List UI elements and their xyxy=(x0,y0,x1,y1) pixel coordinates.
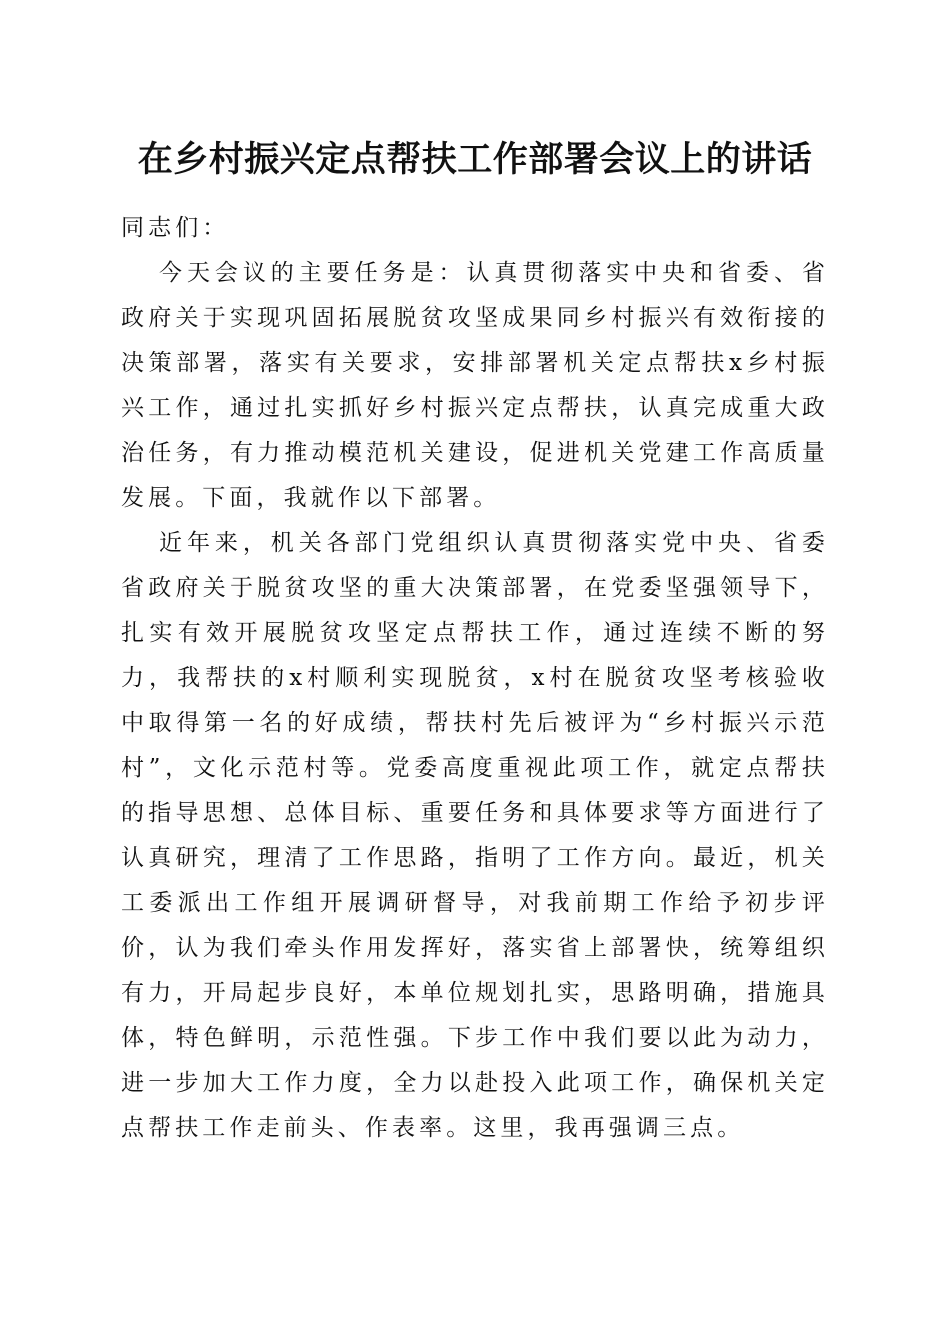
document-title: 在乡村振兴定点帮扶工作部署会议上的讲话 xyxy=(137,139,813,180)
paragraph-2: 近年来，机关各部门党组织认真贯彻落实党中央、省委省政府关于脱贫攻坚的重大决策部署，在党委坚强领导下，扎实有效开展脱贫攻坚定点帮扶工作，通过连续不断的努力，我帮扶的x村顺利实现脱贫，x村在脱贫攻坚考核验收中取得第一名的好成绩，帮扶村先后被评为“乡村振兴示范村”，文化示范村等。党委高度重视此项工作，就定点帮扶的指导思想、总体目标、重要任务和具体要求等方面进行了认真研究，理清了工作思路，指明了工作方向。最近，机关工委派出工作组开展调研督导，对我前期工作给予初步评价，认为我们牵头作用发挥好，落实省上部署快，统筹组织有力，开局起步良好，本单位规划扎实，思路明确，措施具体，特色鲜明，示范性强。下步工作中我们要以此为动力，进一步加大工作力度，全力以赴投入此项工作，确保机关定点帮扶工作走前头、作表率。这里，我再强调三点。 xyxy=(121,530,829,1141)
paragraph-1: 今天会议的主要任务是：认真贯彻落实中央和省委、省政府关于实现巩固拓展脱贫攻坚成果同乡村振兴有效衔接的决策部署，落实有关要求，安排部署机关定点帮扶x乡村振兴工作，通过扎实抓好乡村振兴定点帮扶，认真完成重大政治任务，有力推动模范机关建设，促进机关党建工作高质量发展。下面，我就作以下部署。 xyxy=(121,260,829,511)
salutation: 同志们： xyxy=(121,215,230,241)
document-body xyxy=(121,206,829,1151)
